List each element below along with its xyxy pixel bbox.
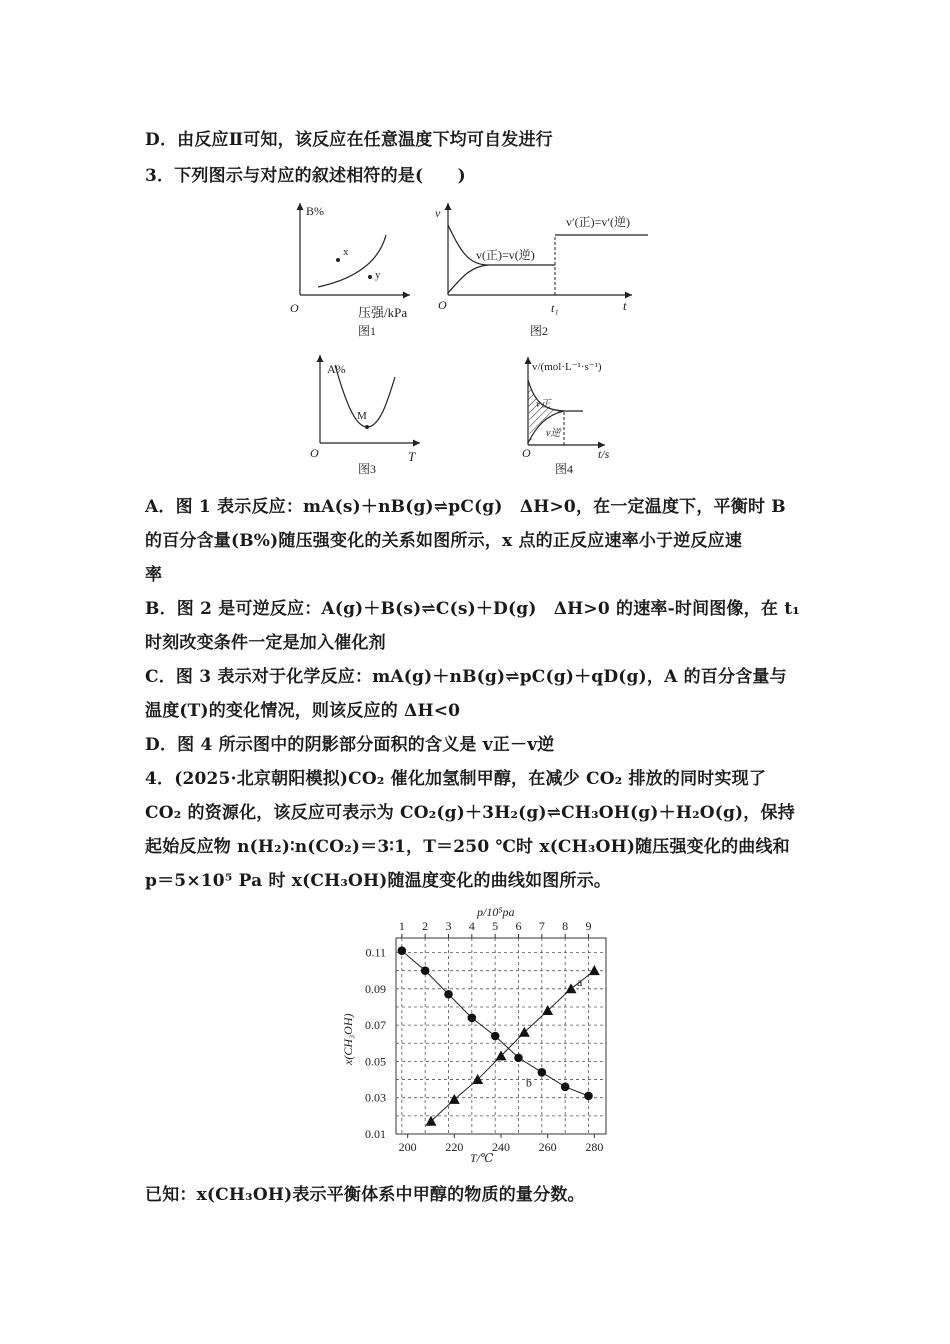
figure-1 <box>290 203 410 338</box>
x-tick-label: 280 <box>585 1140 604 1154</box>
fig2-origin: O <box>438 298 447 312</box>
x2-tick-label: 4 <box>468 919 475 933</box>
fig2-caption: 图2 <box>530 324 549 338</box>
x2-tick-label: 7 <box>538 919 545 933</box>
question-3: 3．下列图示与对应的叙述相符的是( ) <box>145 166 466 186</box>
x2-ticks <box>399 919 592 933</box>
option-a-line3: 率 <box>145 565 163 585</box>
x2-tick-label: 8 <box>562 919 569 933</box>
question-4-line1: 4．(2025·北京朝阳模拟)CO₂ 催化加氢制甲醇，在减少 CO₂ 排放的同时实现了 <box>145 769 767 789</box>
question-4-line2: CO₂ 的资源化，该反应可表示为 CO₂(g)＋3H₂(g)⇌CH₃OH(g)＋H₂O(g)，保持 <box>145 803 795 823</box>
y-axis-label: x(CH₃OH) <box>341 1013 355 1065</box>
series-b-point <box>584 1092 593 1101</box>
y-ticks <box>365 946 386 1141</box>
fig1-xlabel: 压强/kPa <box>358 305 408 320</box>
x2-tick-label: 6 <box>515 919 522 933</box>
x2-tick-label: 5 <box>492 919 499 933</box>
series-label-a: a <box>577 974 583 989</box>
option-b-line2: 时刻改变条件一定是加入催化剂 <box>145 633 386 653</box>
fig4-ylabel: v/(mol·L⁻¹·s⁻¹) <box>532 361 602 373</box>
y-tick-label: 0.05 <box>365 1054 386 1069</box>
figure-3 <box>310 355 420 475</box>
figure-2 <box>435 203 648 338</box>
question-4-line3: 起始反应物 n(H₂)∶n(CO₂)＝3∶1，T＝250 ℃时 x(CH₃OH)随压强变化的曲线和 <box>145 837 790 857</box>
fig3-origin: O <box>310 446 319 460</box>
fig2-ylabel: v <box>435 206 441 220</box>
series-b-point <box>444 990 453 999</box>
fig1-x-label: x <box>343 246 349 258</box>
series-b-point <box>398 946 407 955</box>
fig1-origin: O <box>290 301 299 315</box>
fig3-ylabel: A% <box>327 362 346 376</box>
chart-grid <box>396 934 606 1134</box>
question-4-line4: p＝5×10⁵ Pa 时 x(CH₃OH)随温度变化的曲线如图所示。 <box>145 871 612 891</box>
x2-axis-label: p/10⁵pa <box>477 905 515 919</box>
x-tick-label: 200 <box>398 1140 417 1154</box>
fig4-vz: v正 <box>536 399 551 410</box>
fig3-point: M <box>357 410 367 422</box>
y-tick-label: 0.07 <box>365 1018 386 1033</box>
fig4-origin: O <box>522 446 531 460</box>
fig4-caption: 图4 <box>555 462 574 475</box>
series-b-point <box>421 966 430 975</box>
fig2-t1: t₁ <box>551 301 559 315</box>
option-d-prev: D．由反应Ⅱ可知，该反应在任意温度下均可自发进行 <box>145 130 553 150</box>
x-tick-label: 260 <box>538 1140 557 1154</box>
fig2-eq1: v(正)=v(逆) <box>476 248 535 262</box>
y-tick-label: 0.11 <box>365 945 386 960</box>
option-d-line1: D．图 4 所示图中的阴影部分面积的含义是 v正－v逆 <box>145 735 555 755</box>
series-a-point <box>449 1094 460 1104</box>
series-a-point <box>589 965 600 975</box>
fig1-y-label: y <box>375 269 381 281</box>
fig3-caption: 图3 <box>358 462 377 475</box>
series-b-point <box>468 1014 477 1023</box>
x2-tick-label: 2 <box>422 919 429 933</box>
figures-1-4 <box>280 195 660 475</box>
option-c-line1: C．图 3 表示对于化学反应：mA(g)＋nB(g)⇌pC(g)＋qD(g)，A 的百分含量与 <box>145 667 787 687</box>
series-b-point <box>538 1068 547 1077</box>
option-c-line2: 温度(T)的变化情况，则该反应的 ΔH<0 <box>145 701 461 721</box>
fig1-caption: 图1 <box>358 324 377 338</box>
series-b-point <box>491 1032 500 1041</box>
note: 已知：x(CH₃OH)表示平衡体系中甲醇的物质的量分数。 <box>145 1185 585 1205</box>
fig4-vn: v逆 <box>546 428 561 439</box>
figure-4 <box>522 357 610 475</box>
series-b-point <box>514 1053 523 1062</box>
series-b-point <box>561 1083 570 1092</box>
y-tick-label: 0.09 <box>365 981 386 996</box>
option-b-line1: B．图 2 是可逆反应：A(g)＋B(s)⇌C(s)＋D(g) ΔH>0 的速率-时间图像，在 t₁ <box>145 599 800 619</box>
option-a-line1: A．图 1 表示反应：mA(s)＋nB(g)⇌pC(g) ΔH>0，在一定温度下，平衡时 B <box>145 497 786 517</box>
x2-tick-label: 1 <box>398 919 405 933</box>
x-ticks <box>399 1134 604 1154</box>
x-axis-label: T/℃ <box>470 1151 494 1165</box>
fig3-xlabel: T <box>408 449 416 464</box>
x2-tick-label: 9 <box>585 919 592 933</box>
fig4-xlabel: t/s <box>598 447 610 461</box>
methanol-chart <box>330 900 630 1170</box>
option-a-line2: 的百分含量(B%)随压强变化的关系如图所示，x 点的正反应速率小于逆反应速 <box>145 531 743 551</box>
x-tick-label: 240 <box>492 1140 510 1154</box>
series <box>398 946 600 1125</box>
x2-tick-label: 3 <box>445 919 452 933</box>
fig1-ylabel: B% <box>306 204 324 218</box>
fig2-xlabel: t <box>623 298 627 313</box>
y-tick-label: 0.01 <box>365 1127 386 1141</box>
series-label-b: b <box>525 1075 532 1090</box>
x-tick-label: 220 <box>445 1140 464 1154</box>
fig2-eq2: v′(正)=v′(逆) <box>566 215 631 229</box>
y-tick-label: 0.03 <box>365 1090 386 1105</box>
series-a-point <box>566 983 577 993</box>
